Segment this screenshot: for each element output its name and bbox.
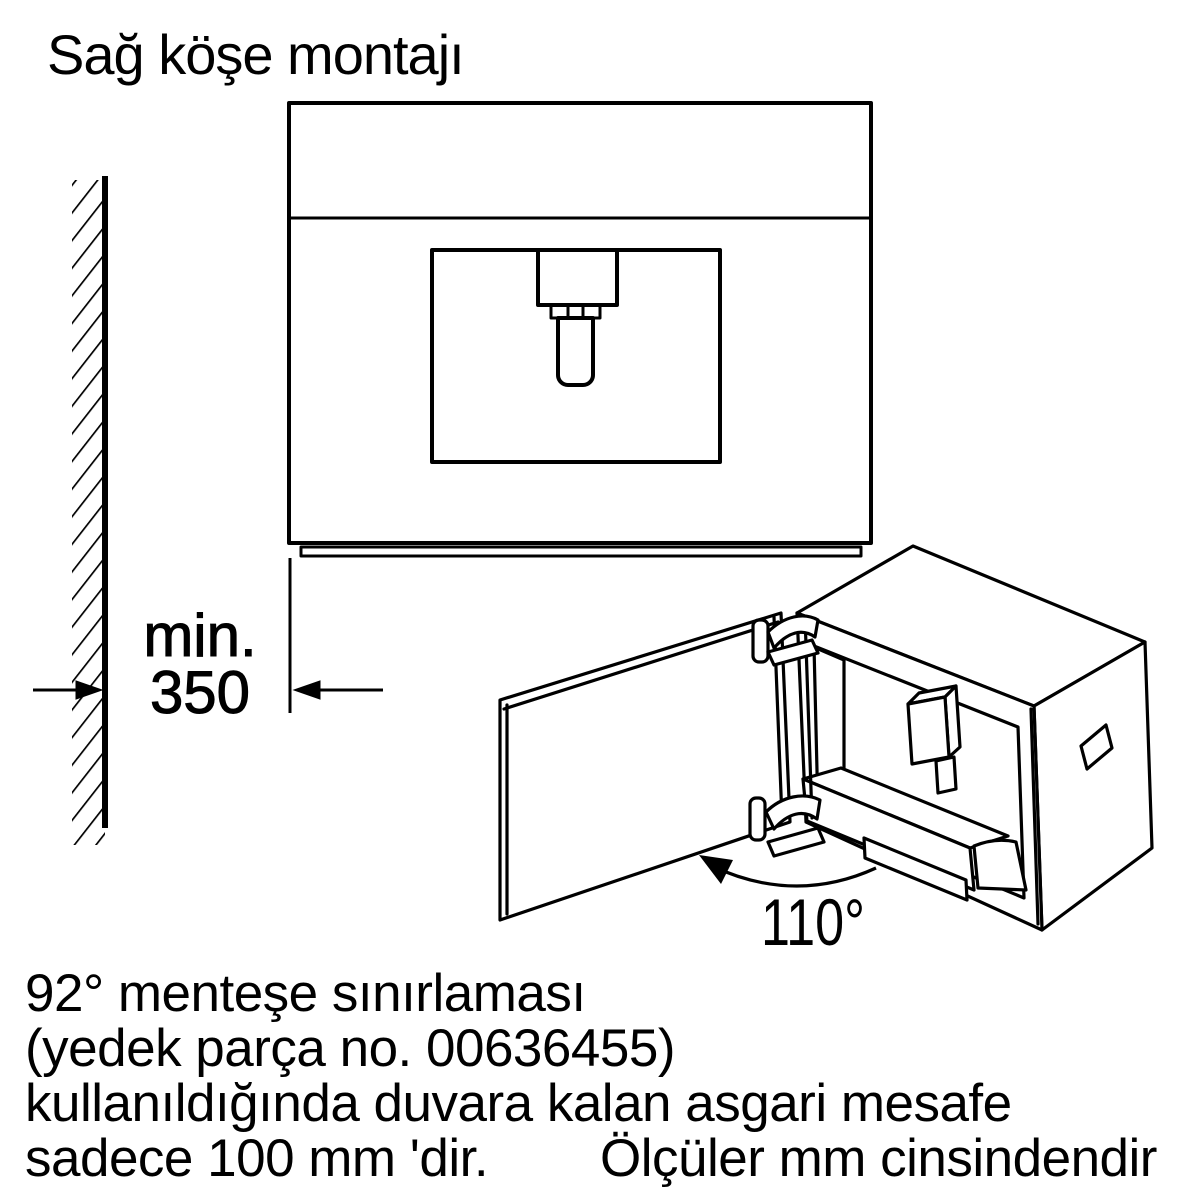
footnote-line-2: (yedek parça no. 00636455): [25, 1019, 675, 1078]
tray-end-wedge: [974, 840, 1026, 890]
footnote-line-3: kullanıldığında duvara kalan asgari mesafe: [25, 1074, 1012, 1133]
appliance-plinth: [301, 547, 861, 556]
arrowhead-left-icon: [294, 681, 320, 699]
swing-arc: [712, 866, 876, 886]
dispenser-housing: [538, 250, 617, 305]
swing-arrowhead-icon: [699, 855, 733, 884]
appliance-3d-view: [500, 546, 1152, 930]
footnote: [25, 966, 1200, 1186]
interior-dispenser-front: [908, 697, 949, 764]
dimension-label-value: 350: [149, 659, 251, 726]
dispenser-spout: [558, 318, 593, 385]
door-angle-label: 110°: [761, 885, 865, 959]
wall-hatching: [72, 180, 105, 845]
dispenser-niche: [432, 250, 720, 462]
interior-dispenser-spout: [936, 757, 956, 793]
appliance-outline: [289, 103, 871, 543]
appliance-front-view: [289, 103, 871, 556]
wall-section: [72, 176, 105, 845]
footnote-line-1: 92° menteşe sınırlaması: [25, 964, 586, 1023]
door-swing-angle: [699, 855, 876, 959]
dimension-label-min: min.: [143, 602, 257, 669]
units-note: Ölçüler mm cinsindendir: [600, 1129, 1157, 1188]
page-title: Sağ köşe montajı: [47, 23, 464, 86]
door-panel[interactable]: [500, 613, 790, 920]
footnote-line-4: [25, 1131, 1200, 1186]
footnote-line-4-text: sadece 100 mm 'dir.: [25, 1129, 489, 1188]
